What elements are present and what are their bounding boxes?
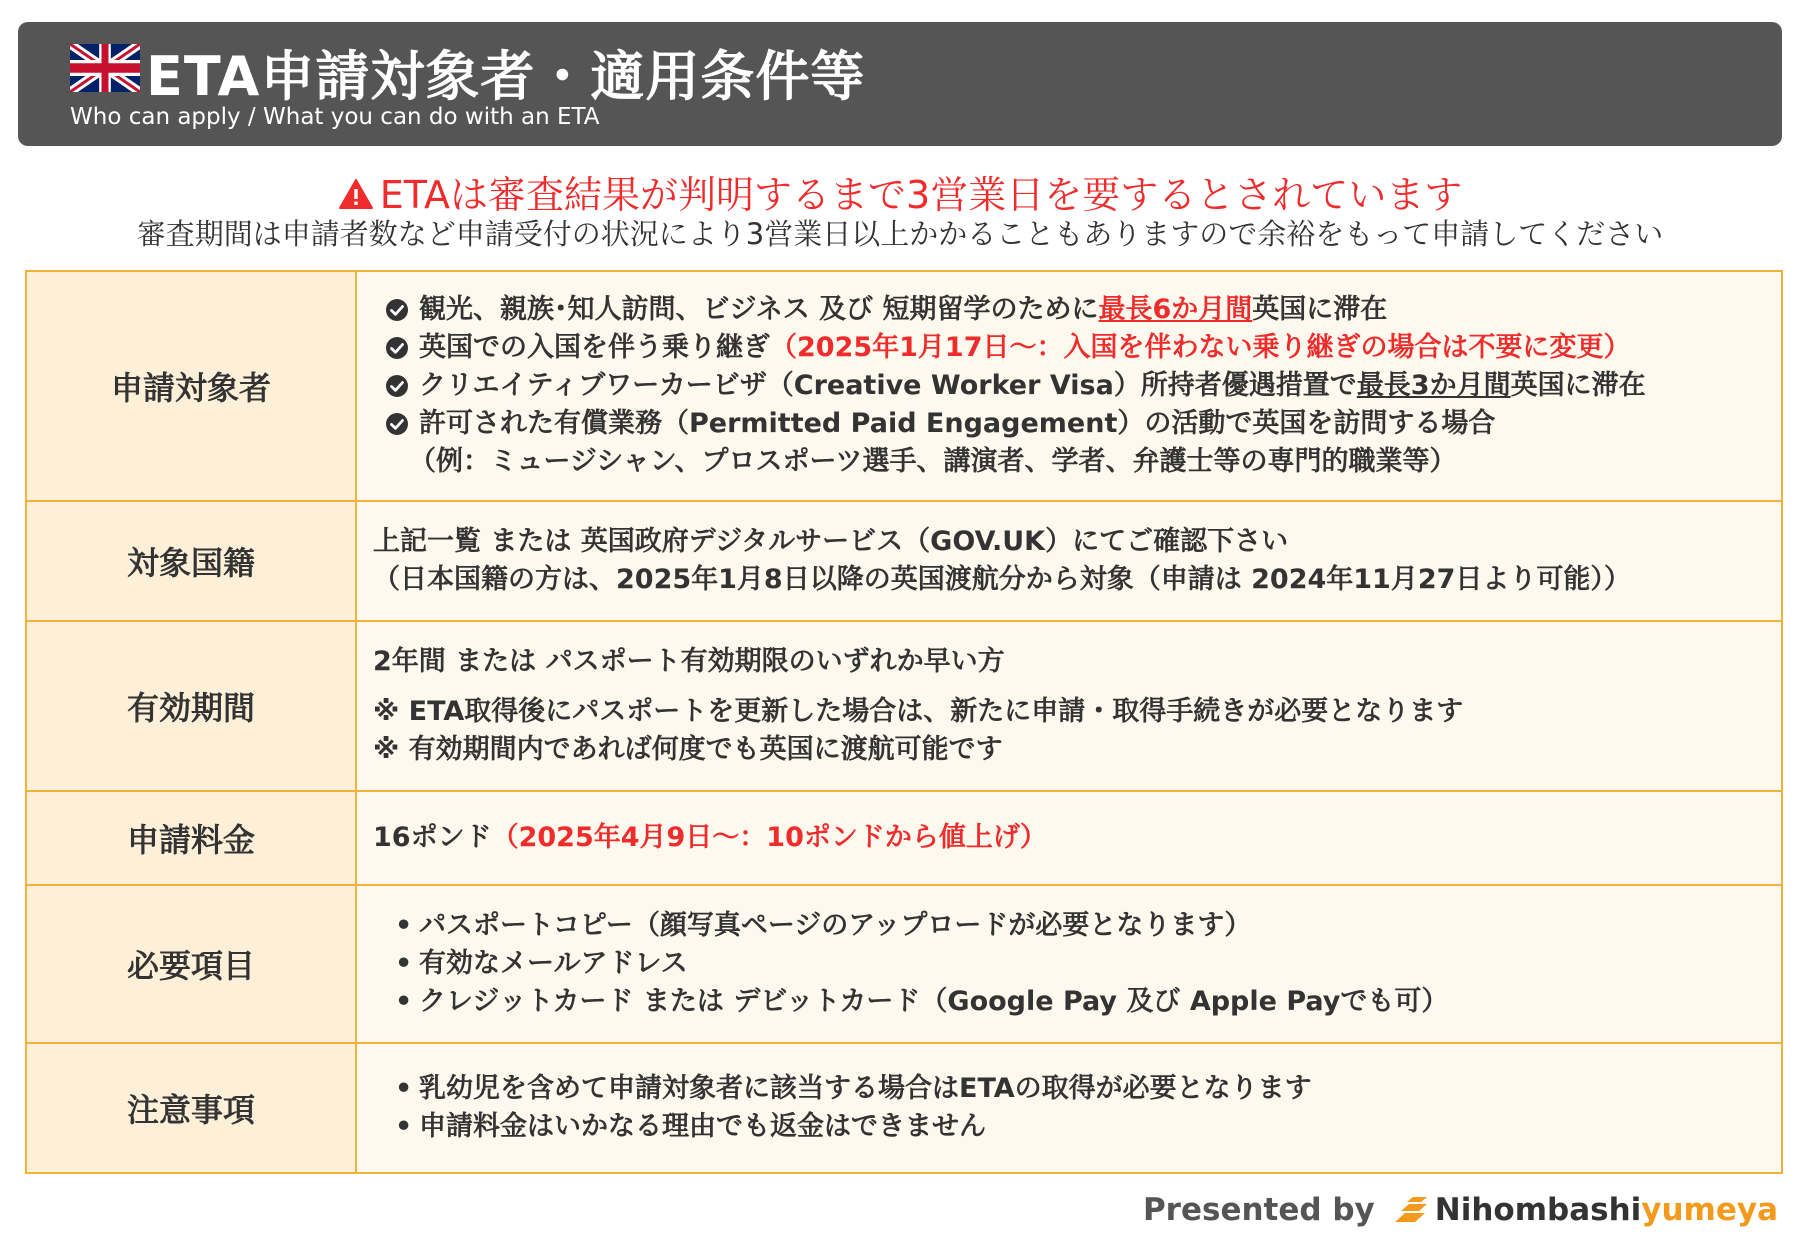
transit-change-note: （2025年1月17日～：入国を伴わない乗り継ぎの場合は不要に変更）	[770, 332, 1631, 363]
row-label-cautions: 注意事項	[26, 1043, 356, 1173]
processing-notice	[0, 164, 1800, 219]
presented-by-footer	[1143, 1192, 1778, 1228]
table-row-fee	[26, 791, 1782, 885]
notice-sub-text: 審査期間は申請者数など申請受付の状況により3営業日以上かかることもありますので余裕をもって申請してください	[136, 217, 1664, 251]
table-row-cautions	[26, 1043, 1782, 1173]
page-header	[18, 22, 1782, 146]
eta-conditions-table	[25, 270, 1783, 1174]
table-row-nationality	[26, 501, 1782, 621]
row-content-requirements	[356, 885, 1782, 1043]
check-circle-icon	[385, 412, 409, 436]
list-item: 観光、親族･知人訪問、ビジネス 及び 短期留学のために 最長6か月間 英国に滞在	[385, 291, 1781, 329]
list-item: • 申請料金はいかなる理由でも返金はできません	[395, 1111, 986, 1142]
list-item: • 有効なメールアドレス	[395, 948, 688, 979]
page-title: ETA申請対象者・適用条件等	[146, 45, 866, 108]
check-circle-icon	[385, 336, 409, 360]
row-label-nationality: 対象国籍	[26, 501, 356, 621]
row-content-fee	[356, 791, 1782, 885]
brand-logo-icon	[1389, 1195, 1429, 1225]
table-row-applicants	[26, 271, 1782, 501]
list-item: 英国での入国を伴う乗り継ぎ （2025年1月17日～：入国を伴わない乗り継ぎの場合は不要に変更）	[385, 329, 1781, 367]
table-row-requirements	[26, 885, 1782, 1043]
row-label-applicants: 申請対象者	[26, 271, 356, 501]
presented-by-label: Presented by	[1142, 1192, 1375, 1228]
brand-name-part2: yumeya	[1641, 1192, 1778, 1228]
fee-change-note: （2025年4月9日～：10ポンドから値上げ）	[491, 822, 1047, 853]
warning-icon	[338, 178, 374, 210]
row-label-requirements: 必要項目	[26, 885, 356, 1043]
row-content-cautions	[356, 1043, 1782, 1173]
table-row-validity	[26, 621, 1782, 791]
max-stay-6-months: 最長6か月間	[1098, 294, 1253, 325]
list-item: • クレジットカード または デビットカード（Google Pay 及び Apple Payでも可）	[395, 986, 1449, 1017]
list-item: 許可された有償業務（Permitted Paid Engagement）の活動で英国を訪問する場合	[385, 405, 1781, 443]
list-item-note: （例：ミュージシャン、プロスポーツ選手、講演者、学者、弁護士等の専門的職業等）	[409, 446, 1457, 477]
list-item: クリエイティブワーカービザ（Creative Worker Visa）所持者優遇措置で 最長3か月間 英国に滞在	[385, 367, 1781, 405]
list-item: • パスポートコピー（顔写真ページのアップロードが必要となります）	[395, 910, 1252, 941]
row-label-fee: 申請料金	[26, 791, 356, 885]
uk-flag-icon	[70, 44, 140, 92]
brand-name-part1: Nihombashi	[1434, 1192, 1642, 1228]
notice-main-text: ETAは審査結果が判明するまで3営業日を要するとされています	[379, 173, 1463, 217]
row-content-applicants	[356, 271, 1782, 501]
max-stay-3-months: 最長3か月間	[1356, 370, 1511, 401]
page-subtitle: Who can apply / What you can do with an ETA	[70, 104, 600, 130]
check-circle-icon	[385, 298, 409, 322]
list-item: • 乳幼児を含めて申請対象者に該当する場合はETAの取得が必要となります	[395, 1073, 1312, 1104]
row-label-validity: 有効期間	[26, 621, 356, 791]
check-circle-icon	[385, 374, 409, 398]
row-content-nationality: 上記一覧 または 英国政府デジタルサービス（GOV.UK）にてご確認下さい （日本国籍の方は、2025年1月8日以降の英国渡航分から対象（申請は 2024年11月27日より可能））	[356, 501, 1782, 621]
fee-amount: 16ポンド	[373, 822, 492, 853]
row-content-validity: 2年間 または パスポート有効期限のいずれか早い方 ※ ETA取得後にパスポートを更新した場合は、新たに申請・取得手続きが必要となります ※ 有効期間内であれば何度でも英国に渡航可能です	[356, 621, 1782, 791]
